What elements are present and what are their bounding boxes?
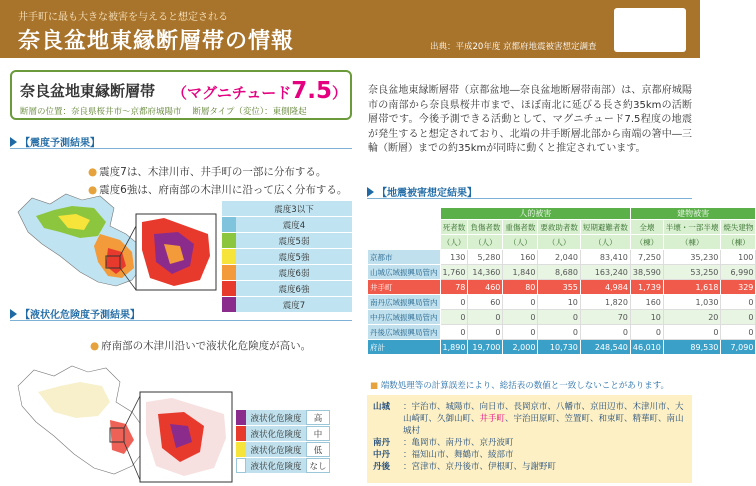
region-key: 丹後 xyxy=(373,462,391,472)
table-cell: 10,730 xyxy=(538,340,581,355)
damage-column-header-row xyxy=(368,220,756,235)
header-corner-box xyxy=(614,8,686,52)
fault-type: 断層タイプ（変位）：東側隆起 xyxy=(192,107,307,117)
legend-label: 震度4 xyxy=(236,217,352,232)
table-cell: 1,618 xyxy=(663,280,721,295)
unit-label: （棟） xyxy=(721,235,756,250)
row-label: 井手町 xyxy=(368,280,441,295)
table-row xyxy=(368,280,756,295)
liquefaction-legend-row xyxy=(236,426,330,441)
table-cell: 14,360 xyxy=(468,265,503,280)
legend-swatch xyxy=(222,265,236,280)
table-cell: 0 xyxy=(503,325,538,340)
table-cell: 0 xyxy=(468,310,503,325)
unit-label: （棟） xyxy=(663,235,721,250)
triangle-icon xyxy=(367,187,374,197)
unit-label: （人） xyxy=(468,235,503,250)
liquefaction-heading-text: 【液状化危険度予測結果】 xyxy=(20,310,140,321)
table-cell: 0 xyxy=(663,325,721,340)
table-cell: 0 xyxy=(440,325,468,340)
table-cell: 2,000 xyxy=(503,340,538,355)
legend-swatch xyxy=(222,201,236,216)
table-cell: 0 xyxy=(503,310,538,325)
seismic-legend-row xyxy=(222,265,352,280)
region-row xyxy=(373,461,686,473)
legend-label: 震度5弱 xyxy=(236,233,352,248)
table-cell: 4,984 xyxy=(580,280,630,295)
table-cell: 1,840 xyxy=(503,265,538,280)
table-cell: 0 xyxy=(440,295,468,310)
table-cell: 8,680 xyxy=(538,265,581,280)
table-cell: 130 xyxy=(440,250,468,265)
table-cell: 0 xyxy=(440,310,468,325)
unit-label: （人） xyxy=(503,235,538,250)
page-title: 奈良盆地東縁断層帯の情報 xyxy=(18,29,295,54)
table-cell: 83,410 xyxy=(580,250,630,265)
region-municipalities xyxy=(403,401,686,437)
table-cell: 248,540 xyxy=(580,340,630,355)
magnitude-suffix: ） xyxy=(332,84,348,102)
table-cell: 78 xyxy=(440,280,468,295)
bullet-dot-icon: ● xyxy=(88,184,98,196)
liquefaction-legend-row xyxy=(236,410,330,425)
highlighted-municipality: 井手町 xyxy=(479,414,506,424)
table-cell: 163,240 xyxy=(580,265,630,280)
table-cell: 1,739 xyxy=(630,280,663,295)
legend-swatch xyxy=(222,233,236,248)
damage-table xyxy=(367,207,756,355)
region-municipalities xyxy=(403,449,514,461)
damage-unit-row xyxy=(368,235,756,250)
row-label: 京都市 xyxy=(368,250,441,265)
fault-meta xyxy=(20,105,307,117)
legend-swatch xyxy=(222,249,236,264)
seismic-legend xyxy=(222,201,352,313)
legend-label: 震度3以下 xyxy=(236,201,352,216)
damage-corner-cell xyxy=(368,235,441,250)
unit-label: （人） xyxy=(538,235,581,250)
liquefaction-legend xyxy=(236,410,330,474)
legend-swatch xyxy=(222,217,236,232)
seismic-heading-text: 【震度予測結果】 xyxy=(20,138,100,149)
table-cell: 20 xyxy=(663,310,721,325)
legend-swatch xyxy=(236,426,246,441)
table-cell: 1,030 xyxy=(663,295,721,310)
row-label: 南丹広域振興局管内 xyxy=(368,295,441,310)
seismic-bullet xyxy=(88,163,347,181)
table-cell: 0 xyxy=(721,325,756,340)
fault-name: 奈良盆地東縁断層帯 xyxy=(20,82,156,100)
damage-table-body xyxy=(368,250,756,355)
group-header-buildings: 建物被害 xyxy=(630,208,756,220)
seismic-legend-row xyxy=(222,249,352,264)
row-label: 山城広域振興局管内 xyxy=(368,265,441,280)
fault-description: 奈良盆地東縁断層帯（京都盆地―奈良盆地断層帯南部）は、京都府城陽市の南部から奈良県桜井市まで、ほぼ南北に延びる長さ約35kmの活断層帯です。今後予測できる活動として、マグニチュード7.5程度の地震が発生すると想定されており、北端の井手断層北部から南端の箸中―三輪（断層）までの約35kmが同時に動くと推定されています。 xyxy=(368,85,692,154)
col-header-full-collapse: 全壊 xyxy=(630,220,663,235)
liquefaction-map xyxy=(14,356,236,484)
seismic-intensity-map xyxy=(14,186,222,294)
municipality-text: ：福知山市、舞鶴市、綾部市 xyxy=(403,450,514,460)
col-header-injured: 負傷者数 xyxy=(468,220,503,235)
table-cell: 80 xyxy=(503,280,538,295)
legend-level: なし xyxy=(306,458,330,473)
bullet-dot-icon: ● xyxy=(88,166,98,178)
table-row xyxy=(368,325,756,340)
col-header-rescue: 要救助者数 xyxy=(538,220,581,235)
table-cell: 355 xyxy=(538,280,581,295)
seismic-legend-row xyxy=(222,281,352,296)
seismic-legend-row xyxy=(222,217,352,232)
legend-swatch xyxy=(236,410,246,425)
region-key: 山城 xyxy=(373,402,391,412)
table-row xyxy=(368,295,756,310)
table-cell: 0 xyxy=(538,325,581,340)
col-header-half-collapse: 半壊・一部半壊 xyxy=(663,220,721,235)
bullet-dot-icon: ● xyxy=(90,340,100,352)
page-header xyxy=(0,0,700,58)
municipality-text: ：宮津市、京丹後市、伊根町、与謝野町 xyxy=(403,462,557,472)
table-cell: 89,530 xyxy=(663,340,721,355)
seismic-bullet-text: 震度7は、木津川市、井手町の一部に分布する。 xyxy=(99,166,327,178)
table-cell: 1,890 xyxy=(440,340,468,355)
region-row xyxy=(373,437,686,449)
region-key: 中丹 xyxy=(373,450,391,460)
table-cell: 100 xyxy=(721,250,756,265)
legend-label: 液状化危険度 xyxy=(246,410,306,425)
row-label: 丹後広域振興局管内 xyxy=(368,325,441,340)
table-cell: 160 xyxy=(503,250,538,265)
table-cell: 0 xyxy=(503,295,538,310)
legend-swatch xyxy=(236,458,246,473)
liquefaction-section-heading xyxy=(10,306,352,321)
seismic-legend-row xyxy=(222,201,352,216)
col-header-serious: 重傷者数 xyxy=(503,220,538,235)
legend-label: 液状化危険度 xyxy=(246,458,306,473)
legend-label: 震度5強 xyxy=(236,249,352,264)
table-cell: 1,820 xyxy=(580,295,630,310)
table-row xyxy=(368,310,756,325)
table-cell: 70 xyxy=(580,310,630,325)
group-header-people: 人的被害 xyxy=(440,208,630,220)
legend-label: 震度6強 xyxy=(236,281,352,296)
region-key: 南丹 xyxy=(373,438,391,448)
fault-info-box xyxy=(10,70,352,120)
header-subtitle: 井手町に最も大きな被害を与えると想定される xyxy=(18,12,228,23)
table-cell: 0 xyxy=(580,325,630,340)
magnitude-value: 7.5 xyxy=(291,78,333,104)
liquefaction-legend-row xyxy=(236,442,330,457)
municipality-text: ：亀岡市、南丹市、京丹波町 xyxy=(403,438,514,448)
source-credit: 出典：平成20年度 京都府地震被害想定調査 xyxy=(430,42,597,52)
legend-label: 液状化危険度 xyxy=(246,442,306,457)
table-cell: 5,280 xyxy=(468,250,503,265)
damage-section-heading xyxy=(367,184,692,199)
table-row xyxy=(368,250,756,265)
region-row xyxy=(373,449,686,461)
col-header-dead: 死者数 xyxy=(440,220,468,235)
legend-level: 中 xyxy=(306,426,330,441)
table-cell: 0 xyxy=(721,310,756,325)
damage-corner-cell xyxy=(368,220,441,235)
damage-note xyxy=(370,379,669,391)
unit-label: （人） xyxy=(440,235,468,250)
damage-group-header-row xyxy=(368,208,756,220)
table-cell: 460 xyxy=(468,280,503,295)
unit-label: （人） xyxy=(580,235,630,250)
table-cell: 10 xyxy=(630,310,663,325)
table-cell: 0 xyxy=(468,325,503,340)
legend-swatch xyxy=(222,281,236,296)
table-cell: 10 xyxy=(538,295,581,310)
table-cell: 7,090 xyxy=(721,340,756,355)
magnitude-label xyxy=(172,78,347,104)
liquefaction-bullets xyxy=(90,337,311,355)
municipality-text: 、宇治田原町、笠置町、和束町、精華町、南山城村 xyxy=(403,414,684,436)
table-cell: 0 xyxy=(630,325,663,340)
table-cell: 46,010 xyxy=(630,340,663,355)
table-cell: 19,700 xyxy=(468,340,503,355)
unit-label: （棟） xyxy=(630,235,663,250)
table-cell: 0 xyxy=(538,310,581,325)
triangle-icon xyxy=(10,309,17,319)
table-cell: 0 xyxy=(721,295,756,310)
fault-location: 断層の位置：奈良県桜井市～京都府城陽市 xyxy=(20,107,182,117)
note-bullet-icon: ■ xyxy=(370,381,379,391)
legend-label: 震度6弱 xyxy=(236,265,352,280)
region-municipalities xyxy=(403,437,514,449)
table-cell: 7,250 xyxy=(630,250,663,265)
region-row xyxy=(373,401,686,437)
seismic-bullet-text: 震度6強は、府南部の木津川に沿って広く分布する。 xyxy=(99,184,348,196)
legend-level: 高 xyxy=(306,410,330,425)
table-cell: 160 xyxy=(630,295,663,310)
damage-corner-cell xyxy=(368,208,441,220)
magnitude-prefix: （マグニチュード xyxy=(172,84,292,102)
liquefaction-bullet-text: 府南部の木津川沿いで液状化危険度が高い。 xyxy=(101,340,312,352)
legend-swatch xyxy=(236,442,246,457)
table-cell: 53,250 xyxy=(663,265,721,280)
table-cell: 1,760 xyxy=(440,265,468,280)
table-row xyxy=(368,265,756,280)
col-header-evacuees: 短期避難者数 xyxy=(580,220,630,235)
table-row xyxy=(368,340,756,355)
liquefaction-legend-row xyxy=(236,458,330,473)
seismic-section-heading xyxy=(10,134,352,149)
row-label: 府計 xyxy=(368,340,441,355)
legend-level: 低 xyxy=(306,442,330,457)
legend-label: 震度7 xyxy=(236,297,352,312)
region-municipalities xyxy=(403,461,556,473)
table-cell: 60 xyxy=(468,295,503,310)
seismic-legend-row xyxy=(222,233,352,248)
table-cell: 2,040 xyxy=(538,250,581,265)
region-list xyxy=(367,395,692,483)
col-header-burned: 焼失建物 xyxy=(721,220,756,235)
municipality-text: ：宇治市、城陽市、向日市、長岡京市、八幡市、京田辺市、木津川市、大山崎町、久御山町、 xyxy=(403,402,684,424)
triangle-icon xyxy=(10,137,17,147)
damage-heading-text: 【地震被害想定結果】 xyxy=(377,188,477,199)
legend-label: 液状化危険度 xyxy=(246,426,306,441)
table-cell: 6,990 xyxy=(721,265,756,280)
table-cell: 35,230 xyxy=(663,250,721,265)
damage-note-text: 端数処理等の計算誤差により、総括表の数値と一致しないことがあります。 xyxy=(380,381,670,391)
table-cell: 38,590 xyxy=(630,265,663,280)
table-cell: 329 xyxy=(721,280,756,295)
liquefaction-bullet xyxy=(90,337,311,355)
row-label: 中丹広域振興局管内 xyxy=(368,310,441,325)
